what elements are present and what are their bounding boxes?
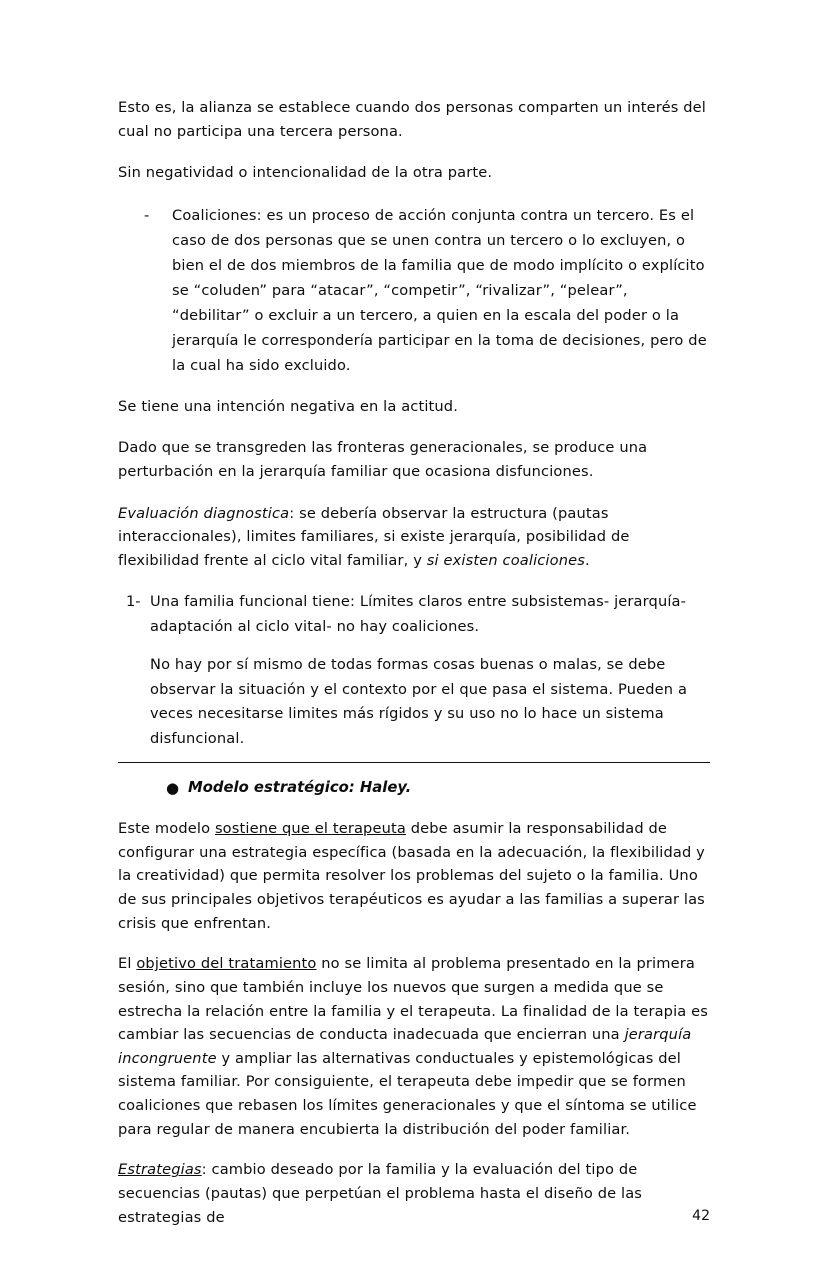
si-existen-coaliciones-emphasis: si existen coaliciones: [426, 551, 585, 569]
objetivo-body: no se limita al problema presentado en la primera sesión, sino que también incluye los nuevos que surgen a medida que se estrecha la relación entre la familia y el terapeuta. La finalidad de la terapia es cambiar las secuencias de conducta inadecuada que encierran una: [118, 955, 709, 1044]
modelo-underlined: sostiene que el terapeuta: [214, 820, 406, 838]
dash-marker: -: [144, 206, 150, 224]
paragraph-estrategias: [118, 1158, 710, 1229]
horizontal-divider: [118, 762, 710, 763]
evaluacion-diagnostica-end: .: [584, 551, 590, 569]
paragraph-alianza: Esto es, la alianza se establece cuando dos personas comparten un interés del cual no participa una tercera persona.: [118, 99, 706, 140]
section-heading: Modelo estratégico: Haley.: [188, 778, 412, 796]
list-item-text: Coaliciones: es un proceso de acción conjunta contra un tercero. Es el caso de dos personas que se unen contra un tercero o lo excluyen, o bien el de dos miembros de la familia que de modo implícito o explícito se “coluden” para “atacar”, “competir”, “rivalizar”, “pelear”, “debilitar” o excluir a un tercero, a quien en la escala del poder o la jerarquía le correspondería participar en la toma de decisiones, pero de la cual ha sido excluido.: [172, 206, 707, 375]
list-item-text: Una familia funcional tiene: Límites claros entre subsistemas- jerarquía- adaptación al ciclo vital- no hay coaliciones.: [150, 593, 687, 635]
modelo-lead: Este modelo: [118, 820, 215, 838]
paragraph-intencion-negativa: Se tiene una intención negativa en la actitud.: [118, 397, 458, 415]
modelo-rest: debe asumir la responsabilidad de configurar una estrategia específica (basada en la adecuación, la flexibilidad y la creatividad) que permita resolver los problemas del sujeto o la familia. Uno de sus principales objetivos terapéuticos es ayudar a las familias a superar las crisis que enfrentan.: [118, 820, 705, 932]
estrategias-rest: : cambio deseado por la familia y la evaluación del tipo de secuencias (pautas) que perpetúan el problema hasta el diseño de las estrategias de: [118, 1161, 643, 1226]
objetivo-rest: y ampliar las alternativas conductuales y epistemológicas del sistema familiar. Por consiguiente, el terapeuta debe impedir que se formen coaliciones que rebasen los límites generacionales y que el síntoma se utilice para regular de manera encubierta la distribución del poder familiar.: [118, 1049, 697, 1138]
list-item: [118, 203, 710, 379]
list-item: [118, 777, 710, 800]
evaluacion-diagnostica-emphasis: Evaluación diagnostica: [118, 504, 290, 522]
paragraph-evaluacion-diagnostica: [118, 502, 710, 573]
list-item: [118, 590, 710, 639]
paragraph-modelo-estrategico: [118, 817, 710, 935]
page-content: [118, 96, 710, 1229]
estrategias-underlined: Estrategias: [118, 1161, 202, 1179]
bullet-icon: ●: [166, 778, 180, 797]
indented-note: No hay por sí mismo de todas formas cosas buenas o malas, se debe observar la situación y el contexto por el que pasa el sistema. Pueden a veces necesitarse limites más rígidos y su uso no lo hace un sistema disfuncional.: [150, 656, 688, 747]
number-marker: 1-: [126, 593, 141, 611]
paragraph-fronteras: Dado que se transgreden las fronteras generacionales, se produce una perturbación en la jerarquía familiar que ocasiona disfunciones.: [118, 439, 648, 480]
evaluacion-diagnostica-body: : se debería observar la estructura (pautas interaccionales), limites familiares, si existe jerarquía, posibilidad de flexibilidad frente al ciclo vital familiar, y: [118, 504, 630, 569]
objetivo-underlined: objetivo del tratamiento: [136, 955, 317, 973]
objetivo-lead: El: [118, 955, 137, 973]
page-number: 42: [692, 1208, 710, 1225]
jerarquia-incongruente-emphasis: jerarquía incongruente: [118, 1026, 692, 1067]
paragraph-negatividad: Sin negatividad o intencionalidad de la otra parte.: [118, 164, 493, 182]
paragraph-objetivo-tratamiento: [118, 952, 710, 1141]
